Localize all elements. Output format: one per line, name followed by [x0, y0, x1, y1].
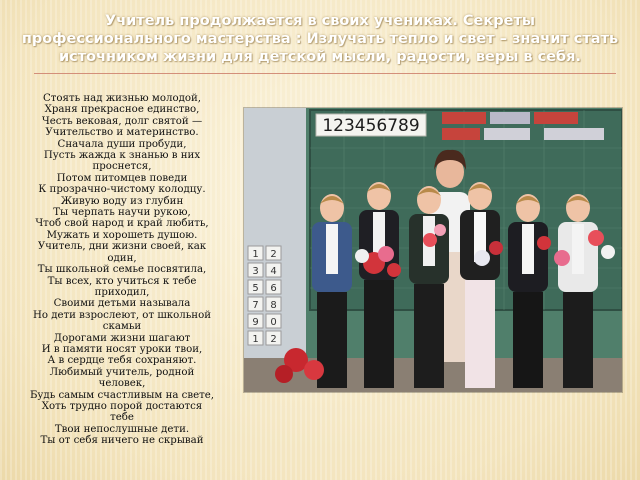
poem-line: человек, [98, 378, 146, 390]
poem-line: тебе [110, 412, 134, 424]
poem-line: И в памяти носят уроки твои, [41, 343, 203, 355]
poem-line: приходил, [94, 286, 150, 298]
poem-line: Любимый учитель, родной [49, 366, 195, 378]
number-card: 1 [252, 249, 259, 260]
slide-title: Учитель продолжается в своих учениках. Секреты профессионального мастерства : Излучать тепло и свет – значит стать источником жизни для детской мысли, радости, веры в себя. [21, 13, 619, 65]
poem-line: Но дети взрослеют, от школьной [32, 309, 212, 321]
poem-line: Ты всех, кто учиться к тебе [47, 275, 197, 287]
poem-text [16, 93, 228, 447]
poem-line: Мужать и хорошеть душою. [46, 229, 198, 241]
number-card: 9 [252, 317, 259, 328]
poem-line: Храня прекрасное единство, [44, 104, 200, 116]
class-photo [244, 108, 622, 392]
number-card: 3 [252, 266, 259, 277]
poem-line: Хоть трудно порой достаются [41, 400, 203, 412]
poem-line: А в сердце тебя сохраняют. [47, 355, 197, 367]
poem-line: Чтоб свой народ и край любить, [35, 218, 209, 230]
poem-line: Живую воду из глубин [60, 195, 184, 207]
poem-line: Твои непослушные дети. [54, 423, 190, 435]
poem-line: Дорогами жизни шагают [53, 332, 191, 344]
poem-line: Пусть жажда к знанью в них [43, 150, 201, 162]
poem-line: Сначала души пробуди, [57, 138, 187, 150]
number-card: 0 [270, 317, 277, 328]
poem-line: Ты от себя ничего не скрывай [40, 435, 204, 447]
poem-line: Своими детьми называла [53, 298, 191, 310]
number-card: 5 [252, 283, 259, 294]
number-card: 4 [270, 266, 277, 277]
poem-line: скамьи [102, 321, 142, 333]
number-card: 6 [270, 283, 277, 294]
poem-line: К прозрачно-чистому колодцу. [38, 184, 206, 196]
poem-line: Честь вековая, долг святой — [41, 115, 203, 127]
number-card: 2 [270, 249, 277, 260]
poem-line: Потом питомцев поведи [56, 172, 188, 184]
poem-line: один, [107, 252, 137, 264]
number-card: 1 [252, 334, 259, 345]
poem-line: Учитель, дни жизни своей, как [37, 241, 207, 253]
poem-line: Стоять над жизнью молодой, [42, 93, 202, 104]
number-card: 8 [270, 300, 277, 311]
poem-line: Будь самым счастливым на свете, [29, 389, 215, 401]
poem-line: Ты школьной семье посвятила, [37, 264, 207, 276]
poem-line: Ты черпать научи рукою, [53, 207, 191, 219]
number-card: 2 [270, 334, 277, 345]
title-divider [34, 73, 616, 74]
poem-line: проснется, [92, 161, 152, 173]
poem-line: Учительство и материнство. [45, 127, 199, 139]
number-strip: 123456789 [322, 116, 420, 136]
number-card: 7 [252, 300, 259, 311]
